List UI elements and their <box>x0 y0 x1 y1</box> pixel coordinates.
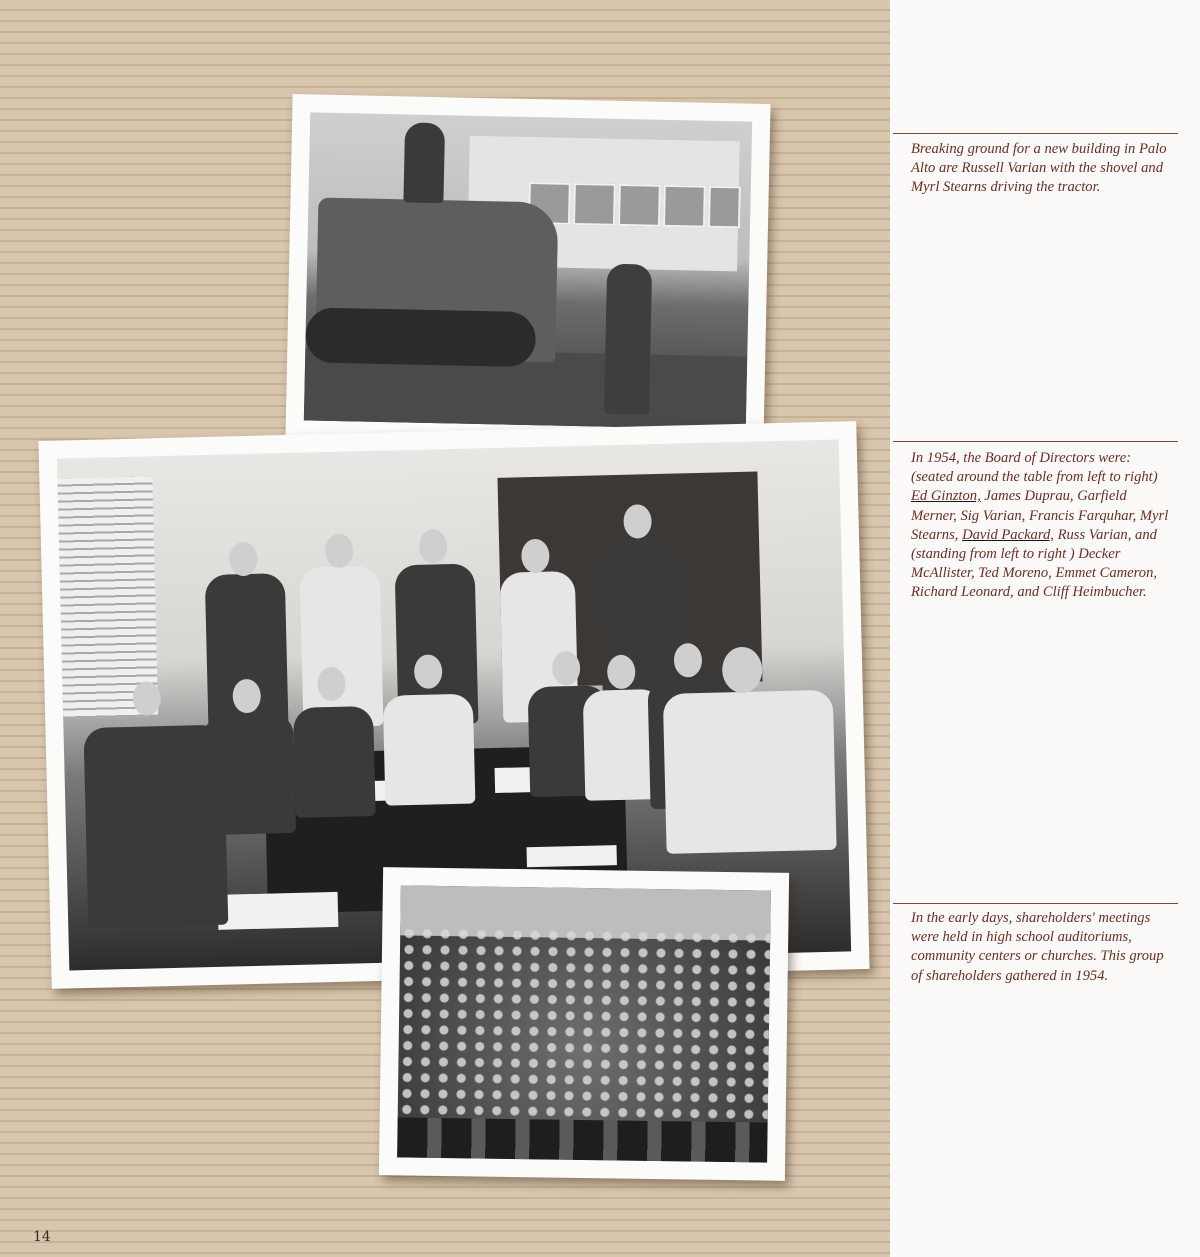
photo-groundbreaking-image <box>304 112 752 429</box>
seated-person <box>663 690 837 854</box>
seated-person <box>293 706 376 818</box>
underlined-name: Ed Ginzton, <box>911 488 981 505</box>
standing-person <box>300 566 384 728</box>
seated-person <box>383 694 476 806</box>
tractor-tread <box>305 307 536 367</box>
caption-rule <box>893 903 1178 904</box>
caption-rule <box>893 133 1178 134</box>
page-number: 14 <box>33 1229 51 1245</box>
photo-shareholders-meeting <box>379 867 789 1181</box>
empty-chairs <box>397 1117 768 1162</box>
underlined-name: David Packard, <box>962 526 1054 543</box>
photo-groundbreaking <box>285 94 770 448</box>
caption-groundbreaking: Breaking ground for a new building in Palo Alto are Russell Varian with the shovel and Myrl Stearns driving the tractor. <box>911 141 1167 196</box>
seated-person <box>203 713 296 835</box>
audience-crowd <box>397 925 770 1150</box>
man-with-shovel <box>604 264 652 415</box>
tractor-driver <box>403 122 445 203</box>
photo-shareholders-image <box>397 885 771 1162</box>
caption-board-of-directors: In 1954, the Board of Directors were: (seated around the table from left to right) Ed Ginzton, James Duprau, Garfield Merner, Sig Varian, Francis Farquhar, Myrl Stearns, David Packard, Russ Varian, and (standing from left to right ) Decker McAllister, Ted Moreno, Emmet Cameron, Richard Leonard, and Cliff Heimbucher. <box>911 450 1169 601</box>
caption-shareholders: In the early days, shareholders' meetings were held in high school auditoriums, community centers or churches. This group of shareholders gathered in 1954. <box>911 910 1164 984</box>
caption-rule <box>893 441 1178 442</box>
